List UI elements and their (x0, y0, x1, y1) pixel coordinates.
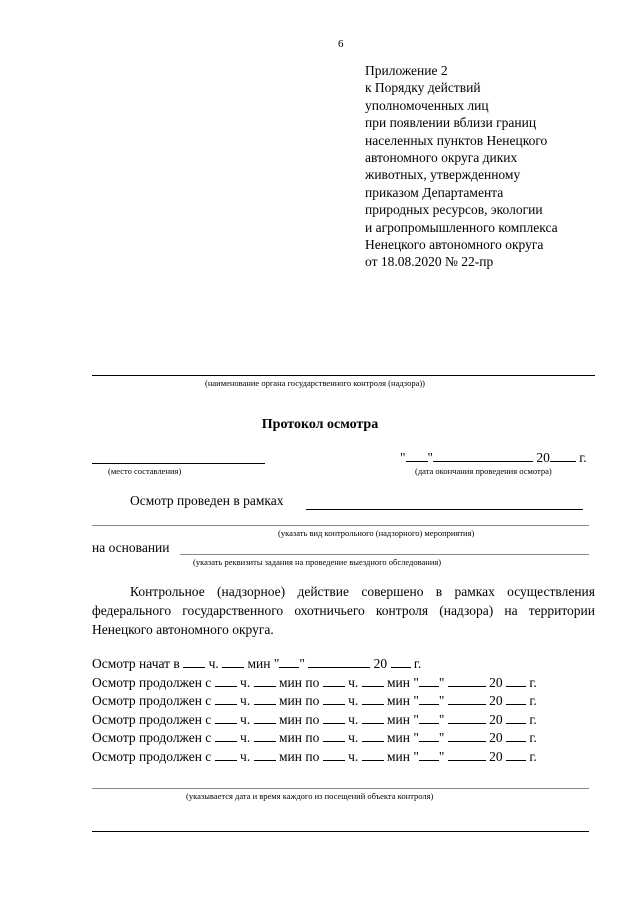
hour-unit: ч. (240, 693, 251, 709)
quote-open: " (413, 711, 419, 727)
year-field[interactable] (506, 711, 526, 724)
day-field[interactable] (419, 729, 439, 742)
year-prefix: 20 (489, 748, 503, 764)
appendix-line: от 18.08.2020 № 22-пр (365, 254, 494, 270)
quote-close: " (299, 656, 305, 671)
month-field[interactable] (308, 655, 370, 668)
quote-open: " (413, 693, 419, 709)
minute-unit: мин (278, 711, 302, 727)
month-field[interactable] (448, 748, 486, 761)
month-field[interactable] (448, 711, 486, 724)
date-end-caption: (дата окончания проведения осмотра) (415, 466, 552, 476)
continue-label: Осмотр продолжен с (92, 693, 212, 709)
quote-close: " (438, 711, 445, 727)
year-suffix: г. (529, 711, 537, 727)
year-suffix: г. (529, 674, 537, 690)
minute-to-field[interactable] (362, 711, 384, 724)
year-field[interactable] (550, 449, 576, 462)
hour-unit: ч. (348, 674, 359, 690)
minute-unit: мин (278, 674, 302, 690)
quote-open: " (413, 674, 419, 690)
hour-to-field[interactable] (323, 692, 345, 705)
continue-label: Осмотр продолжен с (92, 711, 212, 727)
hour-unit: ч. (240, 674, 251, 690)
start-label: Осмотр начат в (92, 656, 180, 671)
year-prefix: 20 (373, 656, 388, 671)
minute-to-field[interactable] (362, 748, 384, 761)
minute-unit: мин (387, 711, 410, 727)
to-label: по (305, 711, 320, 727)
day-field[interactable] (279, 655, 299, 668)
month-field[interactable] (433, 449, 533, 462)
inspection-within-field[interactable] (306, 509, 583, 510)
minute-field[interactable] (222, 655, 244, 668)
hour-unit: ч. (348, 730, 359, 746)
on-basis-label: на основании (92, 540, 170, 555)
quote-open: " (413, 748, 419, 764)
hour-unit: ч. (348, 711, 359, 727)
day-field[interactable] (419, 711, 439, 724)
day-field[interactable] (419, 674, 439, 687)
minute-unit: мин (278, 730, 302, 746)
hour-unit: ч. (240, 748, 251, 764)
quote-close: " (438, 693, 445, 709)
to-label: по (305, 748, 320, 764)
hour-to-field[interactable] (323, 748, 345, 761)
appendix-line: автономного округа диких (365, 150, 518, 166)
hour-from-field[interactable] (215, 729, 237, 742)
minute-unit: мин (387, 730, 410, 746)
protocol-title: Протокол осмотра (261, 417, 379, 432)
schedule-continue-row (92, 729, 537, 748)
schedule-continue-row (92, 711, 537, 730)
hour-unit: ч. (240, 711, 251, 727)
appendix-line: населенных пунктов Ненецкого (365, 132, 548, 148)
year-prefix: 20 (536, 450, 550, 465)
appendix-line: к Порядку действий (365, 80, 481, 96)
hour-to-field[interactable] (323, 674, 345, 687)
quote-open: " (400, 450, 406, 465)
schedule-continue-row (92, 692, 537, 711)
authority-name-line[interactable] (92, 375, 595, 376)
schedule-start-row (92, 655, 537, 674)
appendix-line: и агропромышленного комплекса (365, 219, 558, 235)
year-field[interactable] (506, 729, 526, 742)
year-prefix: 20 (489, 711, 503, 727)
minute-to-field[interactable] (362, 729, 384, 742)
inspection-within-label: Осмотр проведен в рамках (130, 493, 284, 508)
place-line[interactable] (92, 463, 265, 464)
hour-field[interactable] (183, 655, 205, 668)
appendix-line: Ненецкого автономного округа (365, 237, 544, 253)
day-field[interactable] (419, 748, 439, 761)
minute-from-field[interactable] (254, 674, 276, 687)
visit-schedule (92, 655, 537, 767)
quote-close: " (438, 674, 445, 690)
month-field[interactable] (448, 674, 486, 687)
appendix-line: при появлении вблизи границ (365, 115, 537, 131)
quote-close: " (427, 450, 434, 465)
minute-from-field[interactable] (254, 692, 276, 705)
hour-to-field[interactable] (323, 729, 345, 742)
appendix-line: природных ресурсов, экологии (365, 202, 543, 218)
appendix-line: животных, утвержденному (365, 167, 521, 183)
year-suffix: г. (529, 748, 537, 764)
quote-close: " (438, 748, 445, 764)
year-prefix: 20 (489, 674, 503, 690)
year-field[interactable] (506, 674, 526, 687)
to-label: по (305, 693, 320, 709)
year-field[interactable] (391, 655, 411, 668)
event-type-caption: (указать вид контрольного (надзорного) мероприятия) (278, 528, 475, 538)
quote-open: " (413, 730, 419, 746)
appendix-line: приказом Департамента (365, 184, 504, 200)
quote-open: " (273, 656, 280, 671)
visits-caption: (указывается дата и время каждого из посещений объекта контроля) (186, 791, 434, 801)
minute-from-field[interactable] (254, 711, 276, 724)
day-field[interactable] (406, 449, 428, 462)
appendix-block (365, 62, 625, 271)
continue-label: Осмотр продолжен с (92, 748, 212, 764)
minute-unit: мин (387, 674, 410, 690)
minute-unit: мин (247, 656, 271, 671)
on-basis-field[interactable] (180, 554, 589, 555)
year-suffix: г. (579, 450, 587, 465)
visits-line[interactable] (92, 788, 589, 789)
minute-unit: мин (387, 748, 410, 764)
page-number: 6 (338, 38, 344, 50)
minute-from-field[interactable] (254, 729, 276, 742)
appendix-line: Приложение 2 (365, 63, 448, 78)
hour-unit: ч. (348, 693, 359, 709)
authority-caption: (наименование органа государственного контроля (надзора)) (205, 378, 426, 388)
to-label: по (305, 730, 320, 746)
minute-to-field[interactable] (362, 674, 384, 687)
schedule-continue-row (92, 674, 537, 693)
to-label: по (305, 674, 320, 690)
continue-label: Осмотр продолжен с (92, 674, 212, 690)
month-field[interactable] (448, 729, 486, 742)
year-suffix: г. (529, 693, 537, 709)
year-prefix: 20 (489, 693, 503, 709)
hour-unit: ч. (240, 730, 251, 746)
year-prefix: 20 (489, 730, 503, 746)
place-caption: (место составления) (108, 466, 182, 476)
day-field[interactable] (419, 692, 439, 705)
date-line (400, 449, 587, 466)
hour-from-field[interactable] (215, 692, 237, 705)
year-suffix: г. (413, 656, 422, 671)
bottom-line[interactable] (92, 831, 589, 832)
event-type-line[interactable] (92, 525, 589, 526)
month-field[interactable] (448, 692, 486, 705)
continue-label: Осмотр продолжен с (92, 730, 212, 746)
hour-to-field[interactable] (323, 711, 345, 724)
body-paragraph: Контрольное (надзорное) действие совершено в рамках осуществления федерального государственного охотничьего контроля (надзора) на территории Ненецкого автономного округа. (92, 584, 595, 637)
minute-to-field[interactable] (362, 692, 384, 705)
appendix-line: уполномоченных лиц (365, 97, 489, 113)
year-suffix: г. (529, 730, 537, 746)
task-details-caption: (указать реквизиты задания на проведение выездного обследования) (193, 557, 442, 567)
hour-from-field[interactable] (215, 674, 237, 687)
schedule-continue-row (92, 748, 537, 767)
minute-unit: мин (387, 693, 410, 709)
hour-unit: ч. (208, 656, 219, 671)
hour-from-field[interactable] (215, 711, 237, 724)
minute-from-field[interactable] (254, 748, 276, 761)
hour-unit: ч. (348, 748, 359, 764)
year-field[interactable] (506, 692, 526, 705)
minute-unit: мин (278, 748, 302, 764)
quote-close: " (438, 730, 445, 746)
minute-unit: мин (278, 693, 302, 709)
year-field[interactable] (506, 748, 526, 761)
hour-from-field[interactable] (215, 748, 237, 761)
